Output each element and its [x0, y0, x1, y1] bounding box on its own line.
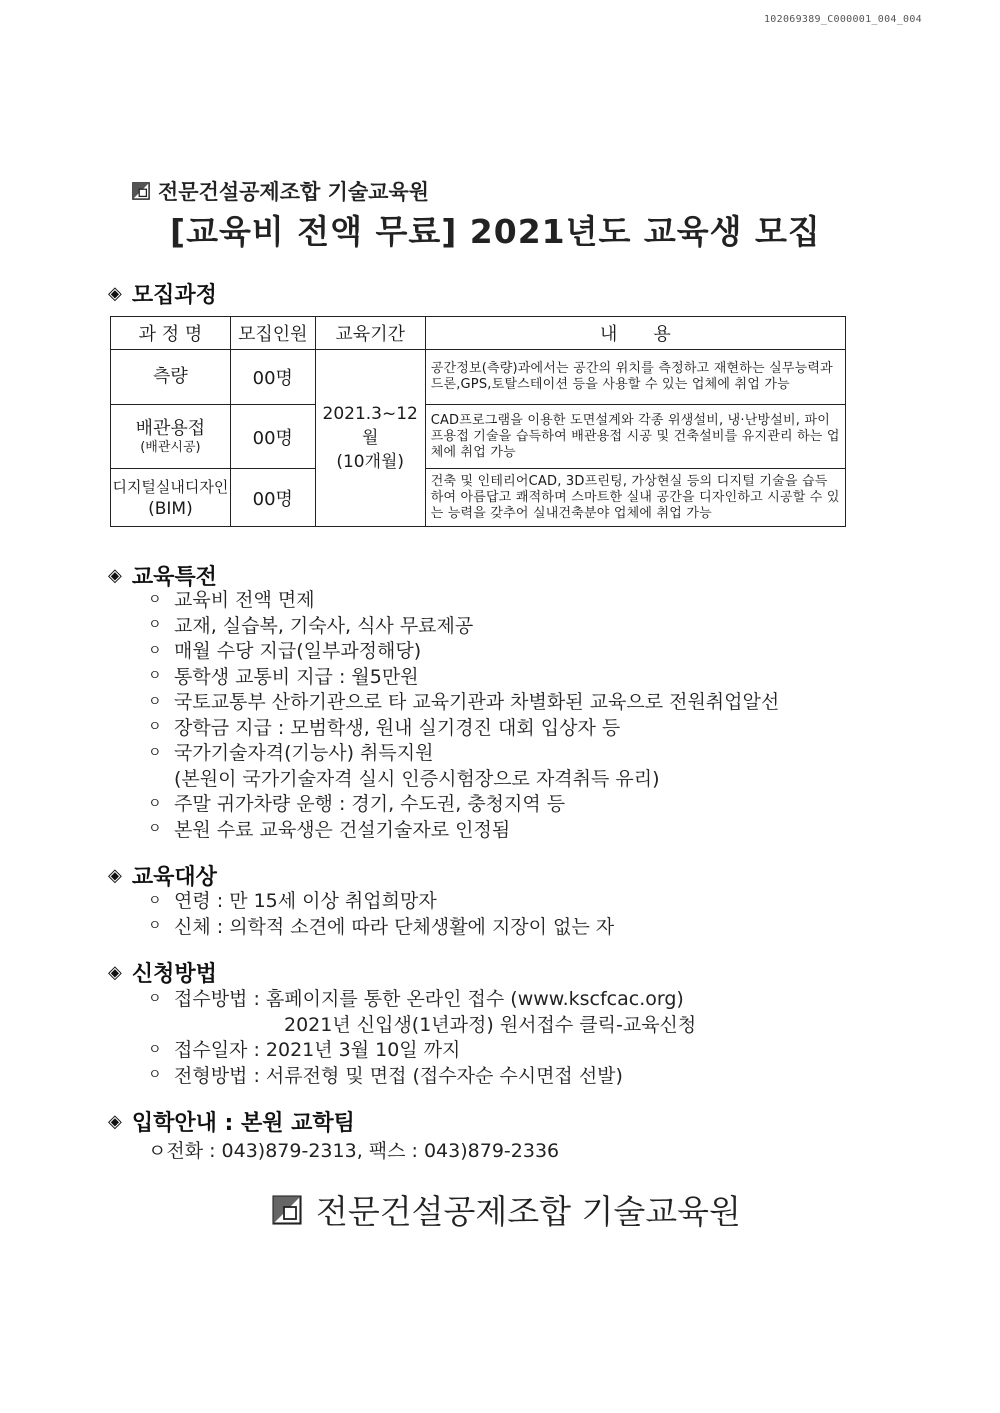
course-content: 공간정보(측량)과에서는 공간의 위치를 측정하고 재현하는 실무능력과 드론,GPS,토탈스테이션 등을 사용할 수 있는 업체에 취업 가능 — [425, 350, 845, 405]
table-row — [111, 405, 846, 469]
circle-bullet-icon: ㅇ — [148, 892, 162, 909]
course-subname: (BIM) — [148, 498, 193, 519]
list-item: ㅇ 매월 수당 지급(일부과정해당) — [148, 640, 422, 663]
circle-bullet-icon: ㅇ — [148, 642, 162, 659]
section-contact-label: 입학안내 : 본원 교학팀 — [131, 1111, 355, 1136]
table-header-cell: 과 정 명 — [111, 317, 231, 350]
section-target-label: 교육대상 — [131, 865, 217, 890]
org-logo-icon — [272, 1195, 302, 1225]
section-apply-label: 신청방법 — [131, 962, 217, 987]
page-title: [교육비 전액 무료] 2021년도 교육생 모집 — [170, 212, 821, 251]
table-row — [111, 350, 846, 405]
list-item: ㅇ 전형방법 : 서류전형 및 면접 (접수자순 수시면접 선발) — [148, 1064, 623, 1087]
course-name: 측량 — [111, 350, 231, 405]
circle-bullet-icon: ㅇ — [148, 990, 162, 1007]
list-item: ㅇ 장학금 지급 : 모범학생, 원내 실기경진 대회 입상자 등 — [148, 716, 621, 739]
period-duration: (10개월) — [336, 452, 405, 472]
circle-bullet-icon: ㅇ — [148, 591, 162, 608]
diamond-bullet-icon: ◈ — [108, 564, 122, 586]
diamond-bullet-icon: ◈ — [108, 864, 122, 886]
course-name: 디지털실내디자인 (BIM) — [111, 469, 231, 527]
table-header-row — [111, 317, 846, 350]
course-period — [315, 350, 425, 527]
circle-bullet-icon: ㅇ — [148, 1067, 162, 1084]
list-item: ㅇ 접수방법 : 홈페이지를 통한 온라인 접수 (www.kscfcac.org) — [148, 988, 684, 1011]
circle-bullet-icon: ㅇ — [148, 693, 162, 710]
apply-list — [148, 985, 696, 1087]
list-item: ㅇ 교육비 전액 면제 — [148, 589, 315, 612]
list-item: ㅇ 신체 : 의학적 소견에 따라 단체생활에 지장이 없는 자 — [148, 915, 615, 938]
circle-bullet-icon: ㅇ — [148, 821, 162, 838]
diamond-bullet-icon: ◈ — [108, 961, 122, 983]
org-logo-icon — [132, 182, 150, 200]
table-header-cell: 내 용 — [425, 317, 845, 350]
list-item: ㅇ 연령 : 만 15세 이상 취업희망자 — [148, 890, 437, 913]
table-header-cell: 모집인원 — [230, 317, 315, 350]
courses-table — [110, 316, 846, 527]
list-item: ㅇ 국토교통부 산하기관으로 타 교육기관과 차별화된 교육으로 전원취업알선 — [148, 691, 780, 714]
contact-info: ㅇ전화 : 043)879-2313, 팩스 : 043)879-2336 — [148, 1140, 560, 1162]
section-contact-title — [108, 1106, 355, 1137]
course-name: 배관용접 (배관시공) — [111, 405, 231, 469]
course-content: CAD프로그램을 이용한 도면설계와 각종 위생설비, 냉·난방설비, 파이프용접 기술을 습득하여 배관용접 시공 및 건축설비를 유지관리 하는 업체에 취업 가능 — [425, 405, 845, 469]
list-item: ㅇ 교재, 실습복, 기숙사, 식사 무료제공 — [148, 614, 474, 637]
footer-org-name: 전문건설공제조합 기술교육원 — [316, 1192, 741, 1231]
diamond-bullet-icon: ◈ — [108, 1110, 122, 1132]
circle-bullet-icon: ㅇ — [148, 719, 162, 736]
list-item: ㅇ 국가기술자격(기능사) 취득지원 — [148, 742, 434, 765]
org-header — [132, 176, 429, 206]
table-header-cell: 교육기간 — [315, 317, 425, 350]
benefits-list — [148, 586, 779, 841]
section-courses-title — [108, 278, 217, 309]
footer-org — [272, 1186, 741, 1233]
circle-bullet-icon: ㅇ — [148, 744, 162, 761]
course-count: 00명 — [230, 469, 315, 527]
table-row — [111, 469, 846, 527]
org-name: 전문건설공제조합 기술교육원 — [158, 180, 430, 204]
list-item-continuation: 2021년 신입생(1년과정) 원서접수 클릭-교육신청 — [284, 1013, 697, 1036]
course-count: 00명 — [230, 350, 315, 405]
period-range: 2021.3~12월 — [322, 404, 418, 448]
circle-bullet-icon: ㅇ — [148, 1041, 162, 1058]
target-list — [148, 887, 614, 938]
list-item: ㅇ 주말 귀가차량 운행 : 경기, 수도권, 충청지역 등 — [148, 793, 566, 816]
list-item: ㅇ 통학생 교통비 지급 : 월5만원 — [148, 665, 419, 688]
circle-bullet-icon: ㅇ — [148, 918, 162, 935]
section-courses-label: 모집과정 — [131, 283, 217, 308]
list-item: ㅇ 접수일자 : 2021년 3월 10일 까지 — [148, 1039, 461, 1062]
list-item: ㅇ 본원 수료 교육생은 건설기술자로 인정됨 — [148, 818, 511, 841]
course-subname: (배관시공) — [140, 439, 201, 455]
course-content: 건축 및 인테리어CAD, 3D프린팅, 가상현실 등의 디지털 기술을 습득하여 아름답고 쾌적하며 스마트한 실내 공간을 디자인하고 시공할 수 있는 능력을 갖추어 실내건축분야 업체에 취업 가능 — [425, 469, 845, 527]
course-count: 00명 — [230, 405, 315, 469]
circle-bullet-icon: ㅇ — [148, 668, 162, 685]
section-benefits-label: 교육특전 — [131, 565, 217, 590]
diamond-bullet-icon: ◈ — [108, 282, 122, 304]
document-id: 102069389_C000001_004_004 — [763, 14, 922, 25]
circle-bullet-icon: ㅇ — [148, 617, 162, 634]
circle-bullet-icon: ㅇ — [148, 795, 162, 812]
list-item-continuation: (본원이 국가기술자격 실시 인증시험장으로 자격취득 유리) — [174, 767, 660, 790]
